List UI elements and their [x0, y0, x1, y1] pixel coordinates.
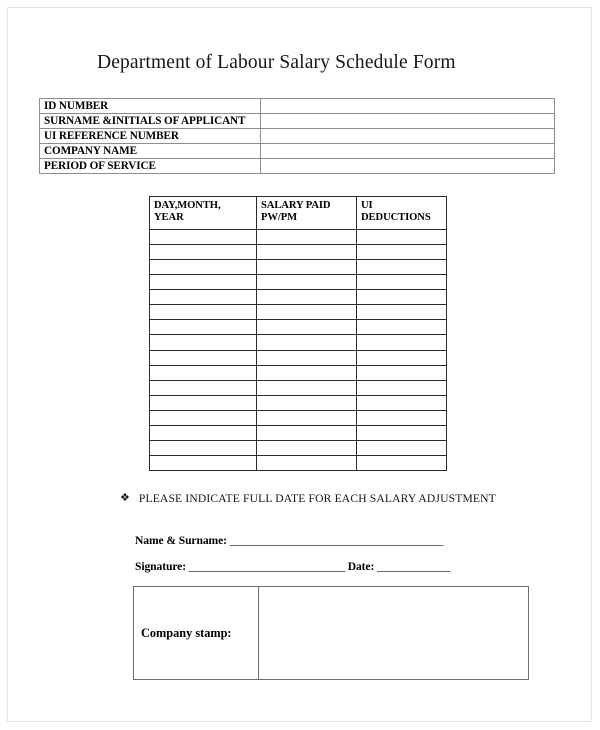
date-label: Date: — [347, 560, 375, 573]
signature-date-field-row — [135, 560, 450, 573]
salary-table-cell[interactable] — [150, 290, 257, 305]
column-header-salary-paid — [257, 197, 357, 230]
table-row — [150, 229, 447, 244]
info-value-period-of-service[interactable] — [261, 159, 555, 174]
salary-table-cell[interactable] — [150, 335, 257, 350]
info-label-surname-initials: SURNAME &INITIALS OF APPLICANT — [40, 114, 261, 129]
salary-table-cell[interactable] — [357, 335, 447, 350]
name-surname-input[interactable]: _________________________________________ — [229, 534, 443, 547]
salary-table-cell[interactable] — [257, 426, 357, 441]
column-header-line: PW/PM — [261, 212, 297, 224]
column-header-line: UI — [361, 200, 373, 211]
table-row — [150, 320, 447, 335]
applicant-info-table — [39, 98, 555, 174]
salary-table-cell[interactable] — [357, 229, 447, 244]
salary-table-cell[interactable] — [357, 275, 447, 290]
info-value-ui-reference-number[interactable] — [261, 129, 555, 144]
table-row — [150, 244, 447, 259]
table-row — [150, 305, 447, 320]
table-row — [150, 275, 447, 290]
salary-table-cell[interactable] — [150, 395, 257, 410]
company-stamp-area[interactable] — [259, 587, 529, 680]
salary-table-header — [150, 197, 447, 230]
column-header-line: YEAR — [154, 212, 184, 224]
salary-table-cell[interactable] — [150, 426, 257, 441]
salary-table-cell[interactable] — [257, 305, 357, 320]
table-row — [150, 260, 447, 275]
salary-table-cell[interactable] — [257, 410, 357, 425]
signature-label: Signature: — [135, 560, 186, 573]
page-title: Department of Labour Salary Schedule Form — [97, 52, 456, 73]
salary-table-cell[interactable] — [257, 456, 357, 471]
salary-table-cell[interactable] — [150, 275, 257, 290]
salary-table-cell[interactable] — [257, 229, 357, 244]
salary-table-cell[interactable] — [257, 320, 357, 335]
table-row — [40, 99, 555, 114]
info-value-company-name[interactable] — [261, 144, 555, 159]
salary-table-cell[interactable] — [150, 456, 257, 471]
date-input[interactable]: ______________ — [377, 560, 450, 573]
instruction-note — [120, 492, 496, 505]
salary-table-cell[interactable] — [150, 350, 257, 365]
name-surname-field-row — [135, 534, 443, 547]
salary-table-cell[interactable] — [150, 305, 257, 320]
table-row — [150, 290, 447, 305]
salary-table-cell[interactable] — [257, 350, 357, 365]
salary-table-cell[interactable] — [357, 365, 447, 380]
table-row — [150, 410, 447, 425]
info-value-id-number[interactable] — [261, 99, 555, 114]
column-header-line: DEDUCTIONS — [361, 212, 431, 224]
salary-table-body — [150, 229, 447, 471]
table-row — [150, 441, 447, 456]
salary-table-cell[interactable] — [357, 380, 447, 395]
table-row — [150, 456, 447, 471]
salary-table-cell[interactable] — [257, 290, 357, 305]
salary-table-cell[interactable] — [257, 244, 357, 259]
salary-table-cell[interactable] — [257, 380, 357, 395]
salary-table-cell[interactable] — [357, 426, 447, 441]
form-page — [7, 7, 592, 722]
salary-table-cell[interactable] — [357, 260, 447, 275]
table-row — [150, 365, 447, 380]
salary-table-cell[interactable] — [257, 395, 357, 410]
salary-table-cell[interactable] — [357, 305, 447, 320]
salary-table-cell[interactable] — [357, 395, 447, 410]
salary-table-cell[interactable] — [257, 275, 357, 290]
salary-table-cell[interactable] — [257, 441, 357, 456]
salary-table-cell[interactable] — [257, 335, 357, 350]
table-row — [150, 380, 447, 395]
salary-table-cell[interactable] — [150, 244, 257, 259]
salary-table-cell[interactable] — [257, 260, 357, 275]
column-header-line: DAY,MONTH, — [154, 200, 221, 211]
info-label-company-name: COMPANY NAME — [40, 144, 261, 159]
column-header-day-month-year — [150, 197, 257, 230]
signature-input[interactable]: ______________________________ — [188, 560, 345, 573]
salary-table-cell[interactable] — [150, 229, 257, 244]
salary-table-cell[interactable] — [150, 410, 257, 425]
info-label-ui-reference-number: UI REFERENCE NUMBER — [40, 129, 261, 144]
table-row — [150, 426, 447, 441]
instruction-note-text: PLEASE INDICATE FULL DATE FOR EACH SALARY ADJUSTMENT — [138, 492, 496, 505]
info-label-period-of-service: PERIOD OF SERVICE — [40, 159, 261, 174]
info-value-surname-initials[interactable] — [261, 114, 555, 129]
table-row — [150, 395, 447, 410]
info-label-id-number: ID NUMBER — [40, 99, 261, 114]
salary-table-cell[interactable] — [357, 320, 447, 335]
table-row — [40, 144, 555, 159]
company-stamp-table — [133, 586, 529, 680]
salary-table-cell[interactable] — [357, 441, 447, 456]
column-header-line: SALARY PAID — [261, 200, 331, 211]
name-surname-label: Name & Surname: — [135, 534, 227, 547]
salary-schedule-table — [149, 196, 447, 471]
table-row — [40, 129, 555, 144]
salary-table-cell[interactable] — [357, 350, 447, 365]
table-row — [40, 159, 555, 174]
table-row — [40, 114, 555, 129]
salary-table-cell[interactable] — [150, 260, 257, 275]
salary-table-cell[interactable] — [150, 380, 257, 395]
salary-table-cell[interactable] — [150, 441, 257, 456]
company-stamp-label: Company stamp: — [134, 587, 259, 680]
company-stamp-body — [134, 587, 529, 680]
salary-table-cell[interactable] — [150, 365, 257, 380]
table-row — [134, 587, 529, 680]
applicant-info-body — [40, 99, 555, 174]
table-row — [150, 350, 447, 365]
salary-table-cell[interactable] — [257, 365, 357, 380]
salary-table-cell[interactable] — [357, 456, 447, 471]
table-row — [150, 335, 447, 350]
diamond-bullet-icon: ❖ — [120, 492, 130, 504]
salary-table-cell[interactable] — [357, 244, 447, 259]
salary-table-cell[interactable] — [150, 320, 257, 335]
salary-table-cell[interactable] — [357, 290, 447, 305]
table-header-row — [150, 197, 447, 230]
salary-table-cell[interactable] — [357, 410, 447, 425]
column-header-ui-deductions — [357, 197, 447, 230]
